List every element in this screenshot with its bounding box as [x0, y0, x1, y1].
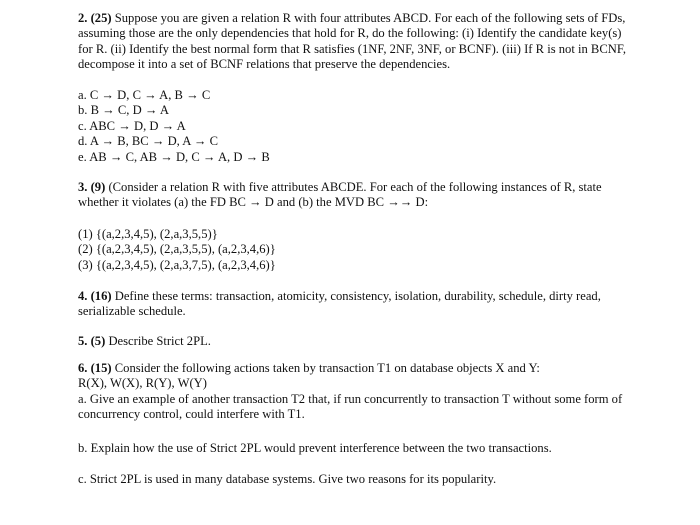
question-3-body: (Consider a relation R with five attributes ABCDE. For each of the following instances of R, state whether it violates (a) the FD BC → D and (b) the MVD BC →→ D:	[78, 180, 602, 210]
fd-set-e: e. AB → C, AB → D, C → A, D → B	[78, 149, 270, 164]
question-6-part-b: b. Explain how the use of Strict 2PL would prevent interference between the two transactions.	[78, 441, 552, 455]
fd-set-d: d. A → B, BC → D, A → C	[78, 134, 218, 149]
fd-set-a: a. C → D, C → A, B → C	[78, 88, 211, 102]
instance-1: (1) {(a,2,3,4,5), (2,a,3,5,5)}	[78, 227, 218, 241]
question-3-points: (9)	[90, 180, 106, 194]
question-6	[78, 361, 638, 423]
question-5-number: 5.	[78, 334, 88, 348]
question-3-text	[78, 180, 638, 211]
instance-2: (2) {(a,2,3,4,5), (2,a,3,5,5), (a,2,3,4,6)}	[78, 242, 276, 257]
question-5	[78, 334, 638, 349]
question-5-body: Describe Strict 2PL.	[108, 334, 211, 348]
question-5-points: (5)	[90, 334, 106, 348]
fd-set-c: c. ABC → D, D → A	[78, 118, 186, 133]
fd-set-b: b. B → C, D → A	[78, 103, 169, 118]
question-6-part-c: c. Strict 2PL is used in many database systems. Give two reasons for its popularity.	[78, 472, 497, 486]
question-2-body: Suppose you are given a relation R with four attributes ABCD. For each of the following sets of FDs, assuming those are the only dependencies that hold for R, do the following: (i) Identify the candidate key(s) for R. (ii) Identify the best normal form that R satisfies (1NF, 2NF, 3NF, or BCNF). (iii) If R is not in BCNF, decompose it into a set of BCNF relations that preserve the dependencies.	[78, 11, 626, 72]
question-5-text	[78, 334, 638, 349]
question-6-text	[78, 361, 638, 376]
instance-list	[78, 227, 638, 273]
fd-set-list	[78, 88, 638, 165]
question-6-part-b-block	[78, 441, 638, 456]
question-4	[78, 289, 638, 320]
question-3	[78, 180, 638, 211]
question-4-body: Define these terms: transaction, atomicity, consistency, isolation, durability, schedule, dirty read, serializable schedule.	[78, 289, 601, 319]
question-6-points: (15)	[90, 361, 112, 375]
question-2	[78, 11, 638, 73]
question-4-number: 4.	[78, 289, 88, 303]
instance-3: (3) {(a,2,3,4,5), (2,a,3,7,5), (a,2,3,4,6)}	[78, 257, 276, 272]
question-4-text	[78, 289, 638, 320]
question-6-actions: R(X), W(X), R(Y), W(Y)	[78, 376, 207, 391]
question-3-number: 3.	[78, 180, 88, 194]
question-2-text	[78, 11, 638, 73]
question-2-points: (25)	[90, 11, 112, 25]
question-4-points: (16)	[90, 289, 112, 303]
question-6-part-a: a. Give an example of another transaction T2 that, if run concurrently to transaction T without some form of concurrency control, could interfere with T1.	[78, 391, 623, 422]
question-6-body: Consider the following actions taken by transaction T1 on database objects X and Y:	[114, 361, 540, 375]
question-6-number: 6.	[78, 361, 88, 375]
question-2-number: 2.	[78, 11, 88, 25]
question-6-part-c-block	[78, 472, 638, 487]
